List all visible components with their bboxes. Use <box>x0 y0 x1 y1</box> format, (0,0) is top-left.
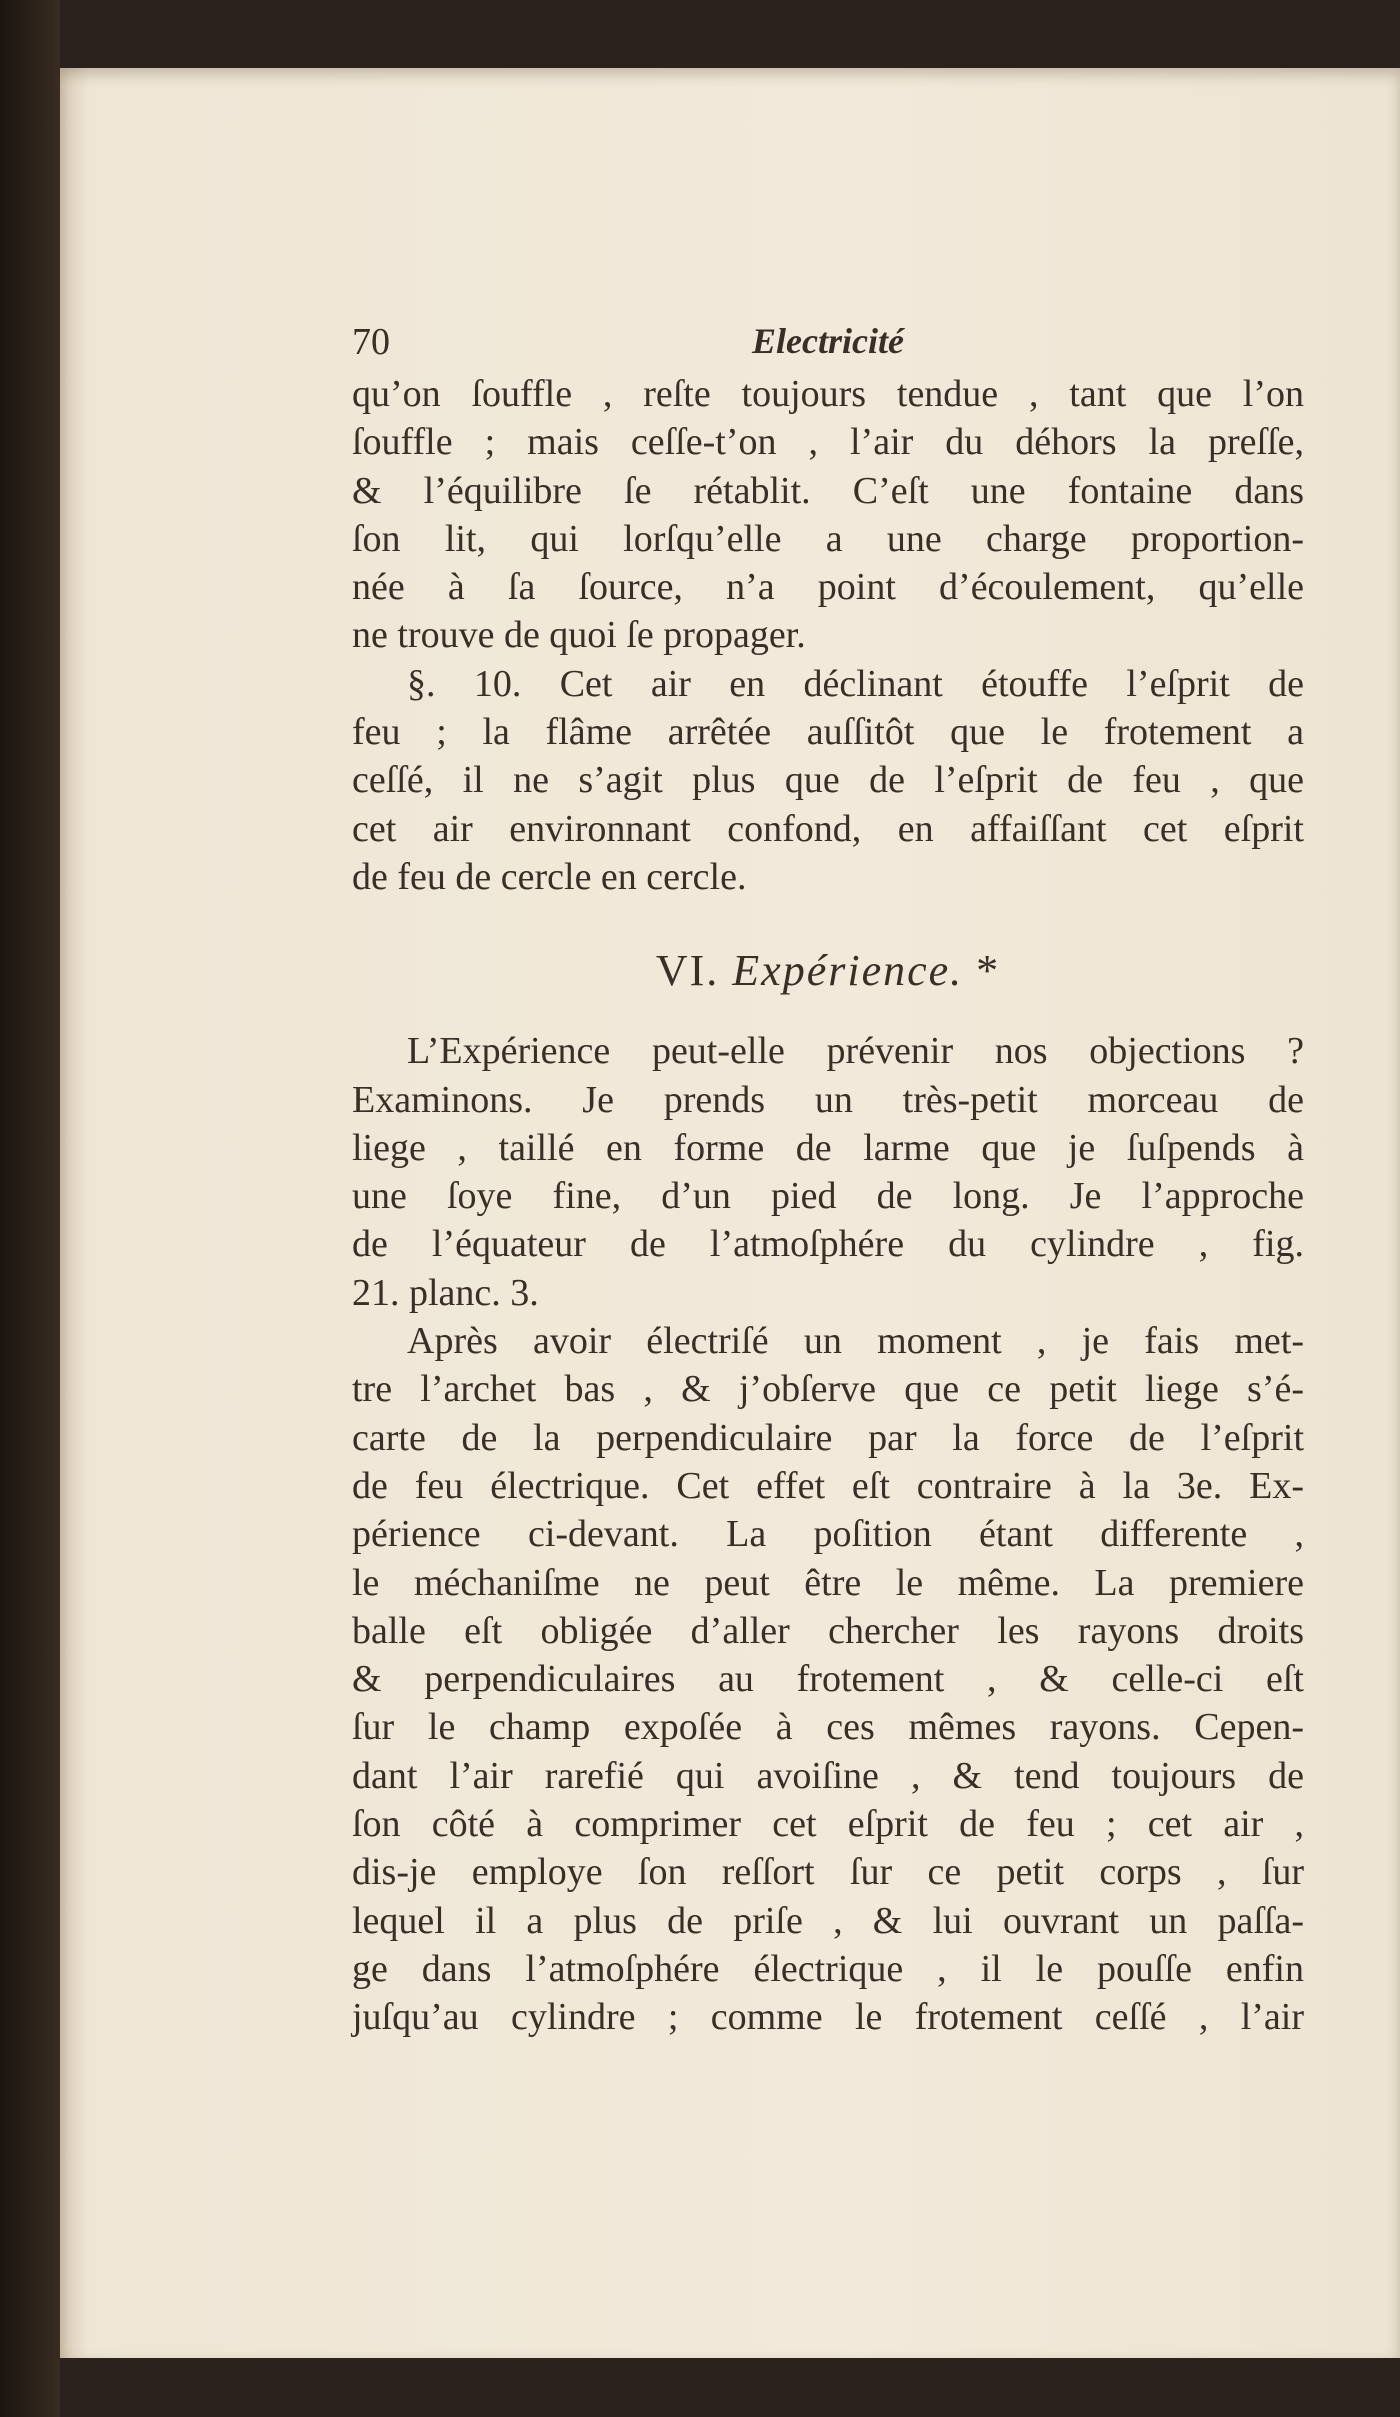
paragraph <box>352 370 1304 660</box>
page-number: 70 <box>352 321 390 363</box>
section-number: VI. <box>655 946 720 996</box>
text-line: de l’équateur de l’atmoſphére du cylindre , fig. <box>352 1223 1304 1266</box>
paragraph <box>352 660 1304 901</box>
text-line: §. 10. Cet air en déclinant étouffe l’eſprit de <box>407 662 1304 705</box>
paragraph <box>352 1027 1304 1317</box>
text-line: de feu de cercle en cercle. <box>352 855 747 898</box>
text-line: ge dans l’atmoſphére électrique , il le pouſſe enfin <box>352 1947 1304 1990</box>
text-line: balle eſt obligée d’aller chercher les rayons droits <box>352 1609 1304 1652</box>
text-line: périence ci-devant. La poſition étant differente , <box>352 1513 1304 1556</box>
text-line: ſon lit, qui lorſqu’elle a une charge proportion- <box>352 517 1304 560</box>
footnote-mark: * <box>976 946 1001 996</box>
section-heading <box>352 921 1304 1021</box>
section-title: Expérience. <box>732 946 964 996</box>
text-line: lequel il a plus de priſe , & lui ouvrant un paſſa- <box>352 1899 1304 1942</box>
text-line: Examinons. Je prends un très-petit morceau de <box>352 1078 1304 1121</box>
page-text <box>352 316 1304 2042</box>
text-line: cet air environnant confond, en affaiſſant cet eſprit <box>352 807 1304 850</box>
text-line: née à ſa ſource, n’a point d’écoulement, qu’elle <box>352 566 1304 609</box>
text-line: carte de la perpendiculaire par la force de l’eſprit <box>352 1416 1304 1459</box>
text-line: ſur le champ expoſée à ces mêmes rayons. Cepen- <box>352 1706 1304 1749</box>
text-line: L’Expérience peut-elle prévenir nos objections ? <box>407 1030 1304 1073</box>
text-line: ſouffle ; mais ceſſe-t’on , l’air du déhors la preſſe, <box>352 421 1304 464</box>
text-line: Après avoir électriſé un moment , je fais met- <box>407 1320 1304 1363</box>
text-line: dant l’air rarefié qui avoiſine , & tend toujours de <box>352 1754 1304 1797</box>
text-line: liege , taillé en forme de larme que je ſuſpends à <box>352 1126 1304 1169</box>
text-line: feu ; la flâme arrêtée auſſitôt que le frotement a <box>352 711 1304 754</box>
text-line: & l’équilibre ſe rétablit. C’eſt une fontaine dans <box>352 469 1304 512</box>
paragraph <box>352 1317 1304 2041</box>
text-line: dis-je employe ſon reſſort ſur ce petit corps , ſur <box>352 1851 1304 1894</box>
text-line: ceſſé, il ne s’agit plus que de l’eſprit de feu , que <box>352 759 1304 802</box>
body-text-after-heading <box>352 1027 1304 2041</box>
text-line: juſqu’au cylindre ; comme le frotement ceſſé , l’air <box>352 1996 1304 2039</box>
text-line: de feu électrique. Cet effet eſt contraire à la 3e. Ex- <box>352 1464 1304 1507</box>
text-line: tre l’archet bas , & j’obſerve que ce petit liege s’é- <box>352 1368 1304 1411</box>
text-line: une ſoye fine, d’un pied de long. Je l’approche <box>352 1175 1304 1218</box>
running-head <box>352 316 1304 370</box>
text-line: qu’on ſouffle , reſte toujours tendue , tant que l’on <box>352 373 1304 415</box>
text-line: le méchaniſme ne peut être le même. La premiere <box>352 1561 1304 1604</box>
book-binding-edge <box>0 0 60 2417</box>
body-text-before-heading <box>352 370 1304 901</box>
text-line: ne trouve de quoi ſe propager. <box>352 614 806 657</box>
text-line: & perpendiculaires au frotement , & celle-ci eſt <box>352 1658 1304 1701</box>
running-title: Electricité <box>752 321 904 361</box>
text-line: ſon côté à comprimer cet eſprit de feu ; cet air , <box>352 1803 1304 1846</box>
text-line: 21. planc. 3. <box>352 1271 539 1314</box>
